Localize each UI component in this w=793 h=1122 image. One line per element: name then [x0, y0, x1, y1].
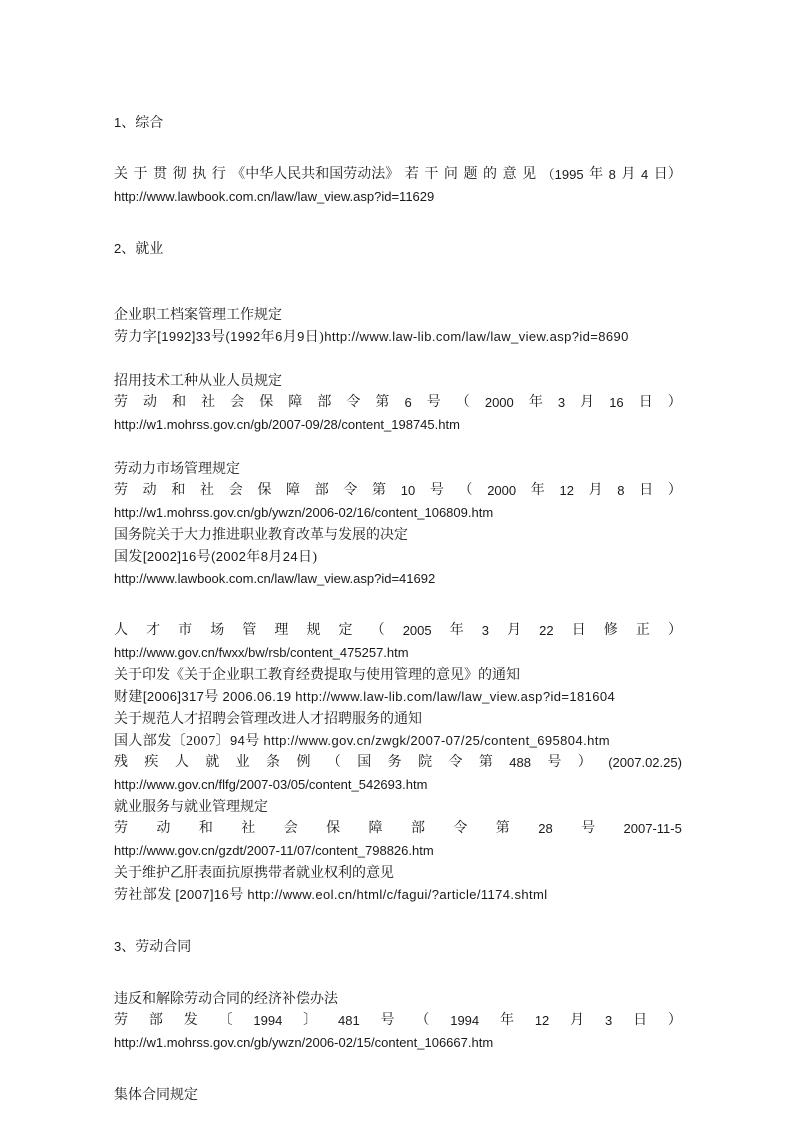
- text-run: （: [326, 755, 341, 770]
- text-run: 意: [502, 167, 517, 182]
- text-run: 年: [246, 550, 261, 565]
- entry-title-line: [114, 988, 682, 1010]
- text-run: 劳: [114, 483, 128, 498]
- entry-title: 关于印发《关于企业职工教育经费提取与使用管理的意见》的通知: [114, 668, 520, 683]
- text-run: 社: [200, 483, 215, 498]
- text-run: 障: [288, 395, 303, 410]
- text-run: 部: [148, 1013, 163, 1028]
- text-run: 令: [346, 395, 361, 410]
- text-run: 劳社部发: [114, 888, 172, 903]
- text-run: 彻: [172, 167, 187, 182]
- text-run: 6: [404, 395, 412, 410]
- text-run: 号: [380, 1013, 395, 1028]
- text-run: 33: [195, 329, 212, 344]
- text-run: 24: [282, 549, 298, 564]
- text-run: 1994: [253, 1013, 283, 1028]
- text-run: 和: [171, 483, 186, 498]
- text-run: 劳力字: [114, 330, 158, 345]
- section-number: 1: [114, 115, 122, 130]
- text-run: 残: [114, 755, 128, 770]
- section-heading-2: [114, 238, 682, 260]
- text-run: 3: [557, 395, 566, 410]
- entry-url-line: [114, 774, 682, 796]
- spacer: [114, 208, 682, 238]
- entry-title-line: [114, 862, 682, 884]
- entry-docnumber-line: [114, 730, 682, 752]
- text-run: 令: [448, 755, 463, 770]
- text-run: 年: [528, 395, 543, 410]
- entry-title: 就业服务与就业管理规定: [114, 800, 268, 815]
- section-number: 2: [114, 241, 122, 256]
- text-run: 会: [283, 821, 298, 836]
- entry-url-line: [114, 642, 682, 664]
- text-run: 例: [296, 755, 311, 770]
- text-run: 动: [143, 395, 158, 410]
- text-run: 月: [282, 330, 298, 345]
- entry-docnumber-line: [114, 884, 682, 906]
- section-separator: 、: [121, 940, 136, 955]
- text-run: (2002: [211, 549, 247, 564]
- text-run: [2007]16: [175, 887, 230, 902]
- text-run: ）: [667, 623, 682, 638]
- text-run: （: [415, 1013, 430, 1028]
- text-run: 〔2007〕: [171, 734, 231, 749]
- text-run: 8: [608, 167, 616, 182]
- text-run: 〕: [303, 1013, 318, 1028]
- entry-title: 集体合同规定: [114, 1088, 198, 1103]
- text-run: 6: [275, 329, 283, 344]
- text-run: 2005: [402, 623, 432, 638]
- text-run: 8: [617, 483, 625, 498]
- text-run: 年: [530, 483, 545, 498]
- entry-title: 关于规范人才招聘会管理改进人才招聘服务的通知: [114, 712, 422, 727]
- text-run: 条: [266, 755, 281, 770]
- entry-title-line: [114, 752, 682, 774]
- text-run: 保: [259, 395, 274, 410]
- url-text[interactable]: http://www.eol.cn/html/c/fagui/?article/1174.shtml: [247, 887, 548, 902]
- text-run: 理: [274, 623, 289, 638]
- text-run: 关: [114, 167, 128, 182]
- spacer: [114, 1054, 682, 1084]
- spacer: [114, 134, 682, 164]
- text-run: 481: [337, 1013, 360, 1028]
- spacer: [114, 958, 682, 988]
- text-run: ）: [667, 483, 682, 498]
- text-run: 年: [260, 330, 276, 345]
- text-run: 劳: [114, 1013, 128, 1028]
- text-run: 发: [183, 1013, 198, 1028]
- text-run: 的: [483, 167, 498, 182]
- text-run: 国发: [114, 550, 143, 565]
- text-run: 月: [570, 1013, 585, 1028]
- text-run: 障: [286, 483, 301, 498]
- text-run: 号: [581, 821, 596, 836]
- entry-title: 招用技术工种从业人员规定: [114, 374, 282, 389]
- text-run: （: [458, 483, 473, 498]
- document-body: [114, 112, 682, 1106]
- text-run: 年: [589, 167, 604, 182]
- entry-docnumber-line: [114, 480, 682, 502]
- entry-docnumber-line: [114, 818, 682, 840]
- text-run: 12: [559, 483, 574, 498]
- text-run: 号: [204, 690, 219, 705]
- entry-title-line: [114, 664, 682, 686]
- entry-title-line: [114, 620, 682, 642]
- url-text[interactable]: http://www.lawbook.com.cn/law/law_view.asp?id=11629: [114, 189, 435, 204]
- entry-docnumber-line: [114, 326, 682, 348]
- text-run: 场: [210, 623, 225, 638]
- text-run: 94: [230, 733, 246, 748]
- text-run: 定: [338, 623, 353, 638]
- text-run: ）: [577, 755, 592, 770]
- spacer: [114, 906, 682, 936]
- text-run: 社: [241, 821, 256, 836]
- text-run: 号: [426, 395, 441, 410]
- text-run: 4: [641, 167, 649, 182]
- entry-title: 违反和解除劳动合同的经济补偿办法: [114, 992, 338, 1007]
- text-run: 号: [547, 755, 562, 770]
- text-run: 10: [400, 483, 416, 498]
- text-run: 财建: [114, 690, 143, 705]
- text-run: 行: [211, 167, 226, 182]
- text-run: 和: [198, 821, 213, 836]
- text-run: 2000: [487, 483, 517, 498]
- text-run: 市: [178, 623, 193, 638]
- section-title: 就业: [135, 242, 164, 257]
- text-run: 部: [314, 483, 329, 498]
- text-run: 8: [260, 549, 269, 564]
- text-run: 动: [142, 483, 157, 498]
- text-run: 务: [387, 755, 402, 770]
- url-text[interactable]: http://www.gov.cn/zwgk/2007-07/25/content_695804.htm: [263, 733, 610, 748]
- entry-title-line: [114, 164, 682, 186]
- text-run: 正: [635, 623, 650, 638]
- entry-url-line: [114, 568, 682, 590]
- entry-title-line: [114, 524, 682, 546]
- text-run: 若: [404, 167, 419, 182]
- entry-url-line: [114, 186, 682, 208]
- text-run: 第: [375, 395, 390, 410]
- entry-title-line: [114, 304, 682, 326]
- text-run: 3: [604, 1013, 613, 1028]
- text-run: 日): [304, 330, 325, 345]
- text-run: 月: [588, 483, 603, 498]
- text-run: 16: [609, 395, 624, 410]
- text-run: 贯: [153, 167, 168, 182]
- text-run: 第: [495, 821, 510, 836]
- text-run: [2002]16: [142, 549, 197, 564]
- text-run: 会: [230, 395, 245, 410]
- text-run: 第: [372, 483, 387, 498]
- text-run: （: [455, 395, 470, 410]
- text-run: 规: [306, 623, 321, 638]
- text-run: 才: [146, 623, 161, 638]
- spacer: [114, 348, 682, 370]
- url-text[interactable]: http://w1.mohrss.gov.cn/gb/ywzn/2006-02/15/content_106667.htm: [114, 1035, 494, 1050]
- text-run: 干: [424, 167, 439, 182]
- text-run: 月: [507, 623, 522, 638]
- text-run: 月: [580, 395, 595, 410]
- text-run: （1995: [541, 167, 584, 182]
- entry-title-line: [114, 708, 682, 730]
- entry-url-line: [114, 840, 682, 862]
- entry-title: 企业职工档案管理工作规定: [114, 308, 282, 323]
- text-run: 劳: [114, 821, 128, 836]
- text-run: 保: [257, 483, 272, 498]
- text-run: 号: [211, 330, 226, 345]
- text-run: 国: [357, 755, 372, 770]
- section-separator: 、: [121, 242, 136, 257]
- spacer: [114, 436, 682, 458]
- text-run: 年: [499, 1013, 514, 1028]
- text-run: 令: [453, 821, 468, 836]
- text-run: 日: [638, 395, 653, 410]
- text-run: 号: [229, 888, 244, 903]
- text-run: 日: [571, 623, 586, 638]
- text-run: 题: [463, 167, 478, 182]
- text-run: 9: [297, 329, 305, 344]
- text-run: (1992: [225, 329, 261, 344]
- text-run: 会: [228, 483, 243, 498]
- section-number: 3: [114, 939, 122, 954]
- text-run: 日: [633, 1013, 648, 1028]
- text-run: 院: [418, 755, 433, 770]
- text-run: 动: [156, 821, 171, 836]
- text-run: 管: [242, 623, 257, 638]
- url-text[interactable]: http://www.gov.cn/gzdt/2007-11/07/content_798826.htm: [114, 843, 434, 858]
- entry-date: (2007.02.25): [608, 755, 682, 770]
- text-run: 〔: [218, 1013, 233, 1028]
- spacer: [114, 590, 682, 620]
- text-run: 月: [268, 550, 283, 565]
- entry-url-line: [114, 1032, 682, 1054]
- section-title: 综合: [135, 116, 164, 131]
- text-run: [2006]317: [142, 689, 205, 704]
- url-text[interactable]: http://www.law-lib.com/law/law_view.asp?id=181604: [295, 689, 616, 704]
- text-run: 人: [114, 623, 128, 638]
- text-run: ）: [667, 395, 682, 410]
- text-run: 执: [192, 167, 207, 182]
- entry-title-line: [114, 370, 682, 392]
- url-text[interactable]: http://www.gov.cn/flfg/2007-03/05/content_542693.htm: [114, 777, 428, 792]
- entry-date: 2007-11-5: [623, 821, 682, 836]
- spacer: [114, 260, 682, 304]
- text-run: 业: [235, 755, 250, 770]
- text-run: 2000: [484, 395, 514, 410]
- text-run: 见: [522, 167, 537, 182]
- text-run: 人: [174, 755, 189, 770]
- text-run: 疾: [144, 755, 159, 770]
- entry-url-line: [114, 414, 682, 436]
- section-heading-1: [114, 112, 682, 134]
- url-text[interactable]: http://www.gov.cn/fwxx/bw/rsb/content_475257.htm: [114, 645, 409, 660]
- text-run: 部: [410, 821, 425, 836]
- entry-docnumber-line: [114, 392, 682, 414]
- entry-docnumber-line: [114, 686, 682, 708]
- text-run: 28: [538, 821, 553, 836]
- text-run: 488: [509, 755, 531, 770]
- entry-title: 国务院关于大力推进职业教育改革与发展的决定: [114, 528, 408, 543]
- entry-url-line: [114, 502, 682, 524]
- text-run: 就: [205, 755, 220, 770]
- url-text[interactable]: http://www.lawbook.com.cn/law/law_view.asp?id=41692: [114, 571, 436, 586]
- text-run: 12: [534, 1013, 550, 1028]
- text-run: 年: [449, 623, 464, 638]
- text-run: （: [370, 623, 385, 638]
- text-run: 修: [603, 623, 618, 638]
- text-run: 和: [172, 395, 187, 410]
- entry-title-line: [114, 1084, 682, 1106]
- section-title: 劳动合同: [135, 940, 192, 955]
- text-run: 劳: [114, 395, 128, 410]
- text-run: 障: [368, 821, 383, 836]
- text-run: 日）: [653, 167, 682, 182]
- text-run: 1994: [450, 1013, 480, 1028]
- text-run: 2006.06.19: [222, 689, 292, 704]
- url-text[interactable]: http://www.law-lib.com/law/law_view.asp?id=8690: [324, 329, 629, 344]
- text-run: 号: [245, 734, 260, 749]
- url-text[interactable]: http://w1.mohrss.gov.cn/gb/2007-09/28/content_198745.htm: [114, 417, 460, 432]
- text-run: 月: [621, 167, 636, 182]
- entry-title: 关于维护乙肝表面抗原携带者就业权利的意见: [114, 866, 394, 881]
- text-run: 日): [298, 550, 318, 565]
- text-run: 部: [317, 395, 332, 410]
- text-run: 第: [478, 755, 493, 770]
- text-run: 国人部发: [114, 734, 172, 749]
- text-run: 号: [429, 483, 444, 498]
- section-separator: 、: [121, 116, 136, 131]
- section-heading-3: [114, 936, 682, 958]
- url-text[interactable]: http://w1.mohrss.gov.cn/gb/ywzn/2006-02/16/content_106809.htm: [114, 505, 494, 520]
- text-run: ）: [667, 1013, 682, 1028]
- text-run: 保: [326, 821, 341, 836]
- text-run: 令: [343, 483, 358, 498]
- entry-docnumber-line: [114, 546, 682, 568]
- text-run: 社: [201, 395, 216, 410]
- text-run: 22: [539, 623, 554, 638]
- entry-title-line: [114, 458, 682, 480]
- text-run: 号: [196, 550, 212, 565]
- text-run: 3: [481, 623, 490, 638]
- text-run: 《中华人民共和国劳动法》: [231, 167, 400, 182]
- text-run: 日: [639, 483, 654, 498]
- entry-title: 劳动力市场管理规定: [114, 462, 240, 477]
- entry-title-line: [114, 796, 682, 818]
- text-run: 问: [443, 167, 458, 182]
- text-run: [1992]: [157, 329, 196, 344]
- entry-docnumber-line: [114, 1010, 682, 1032]
- text-run: 于: [133, 167, 148, 182]
